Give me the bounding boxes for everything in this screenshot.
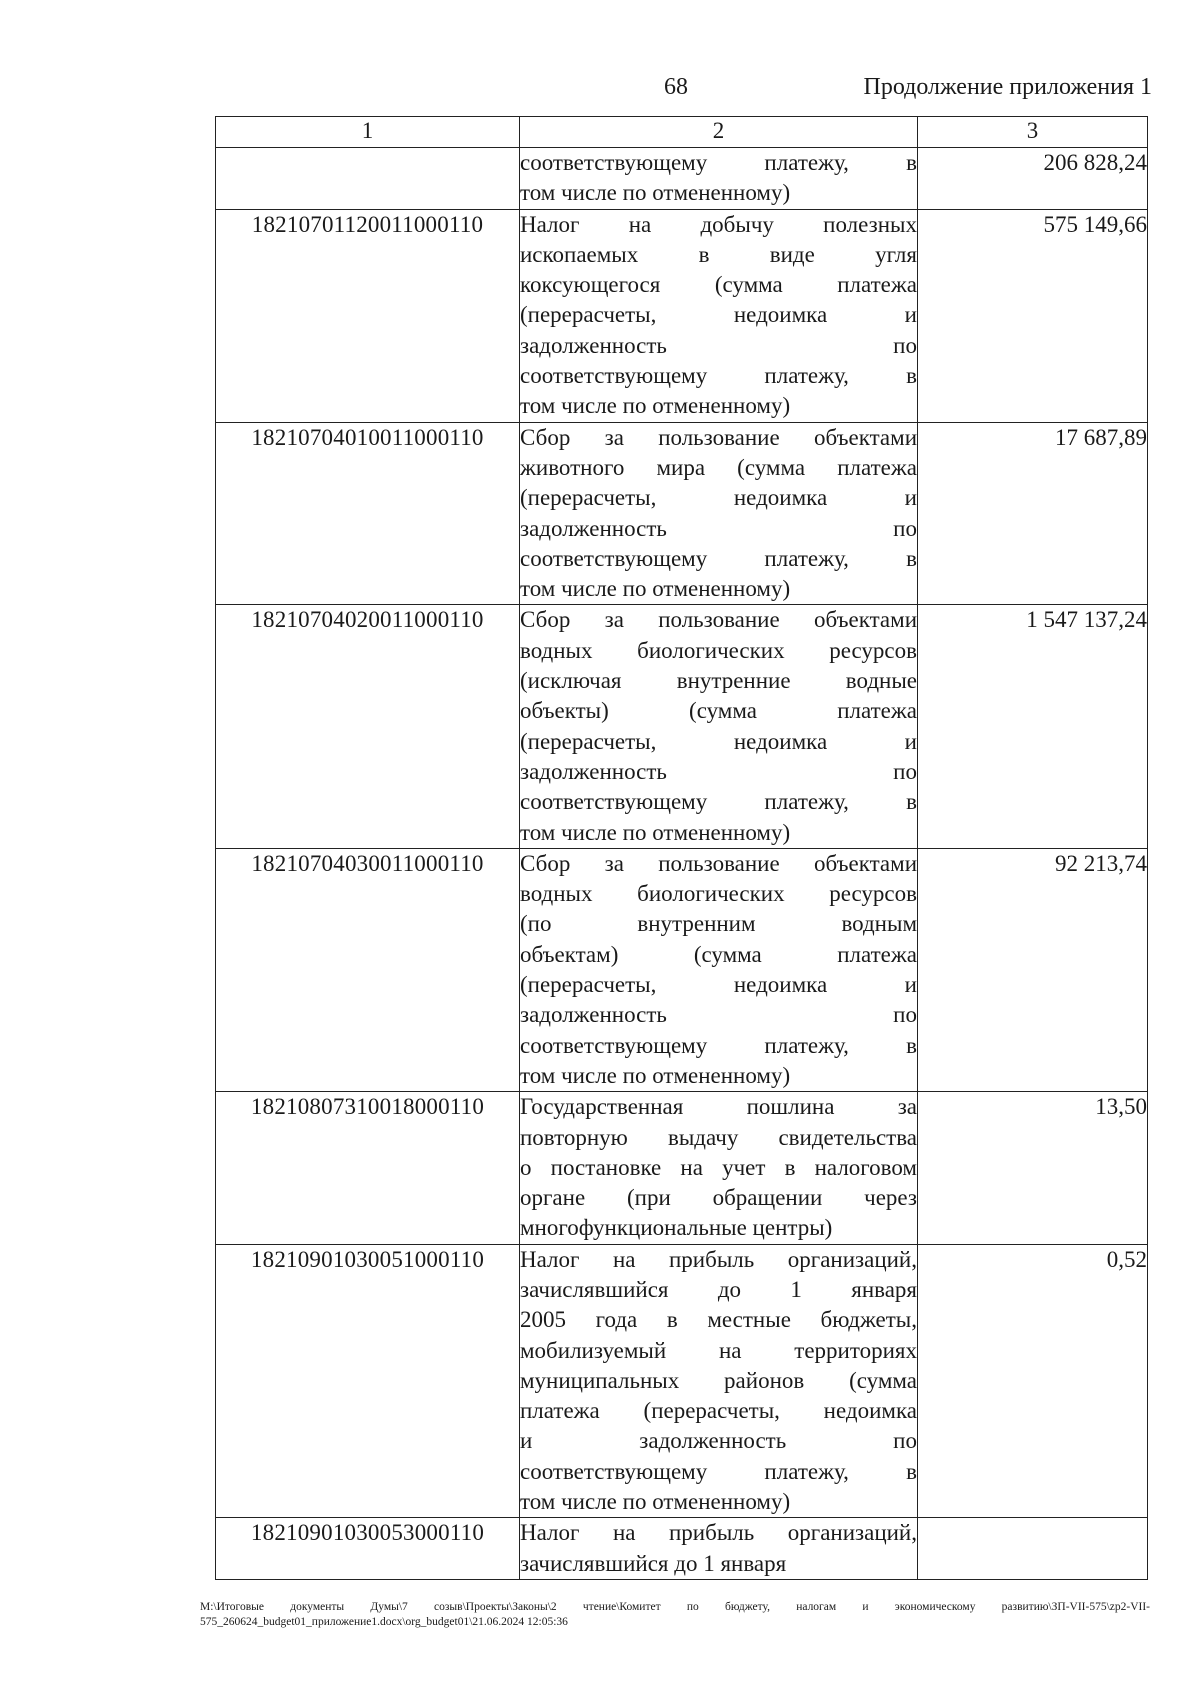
row-description bbox=[520, 605, 918, 848]
description-line: задолженность по bbox=[520, 758, 917, 784]
description-line: (перерасчеты, недоимка и bbox=[520, 972, 917, 998]
row-code: 18210704020011000110 bbox=[216, 605, 520, 848]
row-description bbox=[520, 148, 918, 210]
row-amount: 13,50 bbox=[918, 1092, 1148, 1244]
table-row bbox=[216, 209, 1148, 422]
description-line: многофункциональные центры) bbox=[520, 1215, 833, 1241]
description-line: соответствующему платежу, в bbox=[520, 545, 917, 571]
table-row bbox=[216, 1092, 1148, 1244]
row-description bbox=[520, 1244, 918, 1518]
table-row bbox=[216, 1244, 1148, 1518]
description-line: Налог на прибыль организаций, bbox=[520, 1246, 917, 1272]
description-line: том числе по отмененному) bbox=[520, 1489, 791, 1515]
column-header-2: 2 bbox=[520, 117, 918, 148]
description-line: (перерасчеты, недоимка и bbox=[520, 485, 917, 511]
description-line: (перерасчеты, недоимка и bbox=[520, 728, 917, 754]
column-header-3: 3 bbox=[918, 117, 1148, 148]
page-number: 68 bbox=[664, 74, 688, 100]
row-description bbox=[520, 848, 918, 1091]
description-line: зачислявшийся до 1 января bbox=[520, 1550, 787, 1576]
description-line: водных биологических ресурсов bbox=[520, 881, 917, 907]
row-code: 18210701120011000110 bbox=[216, 209, 520, 422]
description-line: коксующегося (сумма платежа bbox=[520, 272, 917, 298]
row-description bbox=[520, 1518, 918, 1580]
table-row bbox=[216, 605, 1148, 848]
description-line: том числе по отмененному) bbox=[520, 819, 791, 845]
description-line: повторную выдачу свидетельства bbox=[520, 1124, 917, 1150]
table-header-row bbox=[216, 117, 1148, 148]
row-amount: 1 547 137,24 bbox=[918, 605, 1148, 848]
description-line: том числе по отмененному) bbox=[520, 393, 791, 419]
description-line: Сбор за пользование объектами bbox=[520, 607, 917, 633]
table-body bbox=[216, 148, 1148, 1580]
description-line: муниципальных районов (сумма bbox=[520, 1367, 917, 1393]
row-amount: 575 149,66 bbox=[918, 209, 1148, 422]
description-line: водных биологических ресурсов bbox=[520, 637, 917, 663]
description-line: зачислявшийся до 1 января bbox=[520, 1276, 917, 1302]
description-line: том числе по отмененному) bbox=[520, 180, 791, 206]
page-header bbox=[0, 70, 1200, 110]
row-amount: 0,52 bbox=[918, 1244, 1148, 1518]
description-line: Сбор за пользование объектами bbox=[520, 850, 917, 876]
description-line: задолженность по bbox=[520, 515, 917, 541]
description-line: Налог на добычу полезных bbox=[520, 211, 917, 237]
table-row bbox=[216, 1518, 1148, 1580]
row-amount: 206 828,24 bbox=[918, 148, 1148, 210]
table-row bbox=[216, 422, 1148, 605]
description-line: Налог на прибыль организаций, bbox=[520, 1520, 917, 1546]
description-line: том числе по отмененному) bbox=[520, 576, 791, 602]
column-header-1: 1 bbox=[216, 117, 520, 148]
description-line: (исключая внутренние водные bbox=[520, 668, 917, 694]
row-code: 18210704030011000110 bbox=[216, 848, 520, 1091]
description-line: органе (при обращении через bbox=[520, 1185, 917, 1211]
revenue-table bbox=[215, 116, 1148, 1580]
description-line: Государственная пошлина за bbox=[520, 1094, 917, 1120]
description-line: объекты) (сумма платежа bbox=[520, 698, 917, 724]
row-code: 18210704010011000110 bbox=[216, 422, 520, 605]
description-line: и задолженность по bbox=[520, 1428, 917, 1454]
row-amount: 17 687,89 bbox=[918, 422, 1148, 605]
row-code bbox=[216, 148, 520, 210]
description-line: соответствующему платежу, в bbox=[520, 789, 917, 815]
description-line: (перерасчеты, недоимка и bbox=[520, 302, 917, 328]
description-line: о постановке на учет в налоговом bbox=[520, 1154, 917, 1180]
row-description bbox=[520, 209, 918, 422]
description-line: 2005 года в местные бюджеты, bbox=[520, 1307, 917, 1333]
description-line: (по внутренним водным bbox=[520, 911, 917, 937]
row-description bbox=[520, 1092, 918, 1244]
row-description bbox=[520, 422, 918, 605]
description-line: том числе по отмененному) bbox=[520, 1062, 791, 1088]
table-row bbox=[216, 148, 1148, 210]
description-line: соответствующему платежу, в bbox=[520, 150, 917, 175]
row-amount bbox=[918, 1518, 1148, 1580]
row-code: 18210901030051000110 bbox=[216, 1244, 520, 1518]
row-code: 18210807310018000110 bbox=[216, 1092, 520, 1244]
description-line: задолженность по bbox=[520, 1002, 917, 1028]
description-line: животного мира (сумма платежа bbox=[520, 454, 917, 480]
description-line: платежа (перерасчеты, недоимка bbox=[520, 1398, 917, 1424]
row-amount: 92 213,74 bbox=[918, 848, 1148, 1091]
description-line: мобилизуемый на территориях bbox=[520, 1337, 917, 1363]
description-line: Сбор за пользование объектами bbox=[520, 424, 917, 450]
row-code: 18210901030053000110 bbox=[216, 1518, 520, 1580]
file-path-footer: М:\Итоговые документы Думы\7 созыв\Проекты\Законы\2 чтение\Комитет по бюджету, налогам и экономическому развитию\ЗП-VII-575\zp2-VII-575_260624_budget01_приложение1.docx\org_budget01\21.06.2024 12:05:36 bbox=[200, 1601, 1150, 1628]
continuation-label: Продолжение приложения 1 bbox=[863, 74, 1152, 100]
description-line: задолженность по bbox=[520, 332, 917, 358]
table-row bbox=[216, 848, 1148, 1091]
description-line: соответствующему платежу, в bbox=[520, 363, 917, 389]
description-line: соответствующему платежу, в bbox=[520, 1458, 917, 1484]
description-line: соответствующему платежу, в bbox=[520, 1032, 917, 1058]
description-line: объектам) (сумма платежа bbox=[520, 941, 917, 967]
description-line: ископаемых в виде угля bbox=[520, 241, 917, 267]
